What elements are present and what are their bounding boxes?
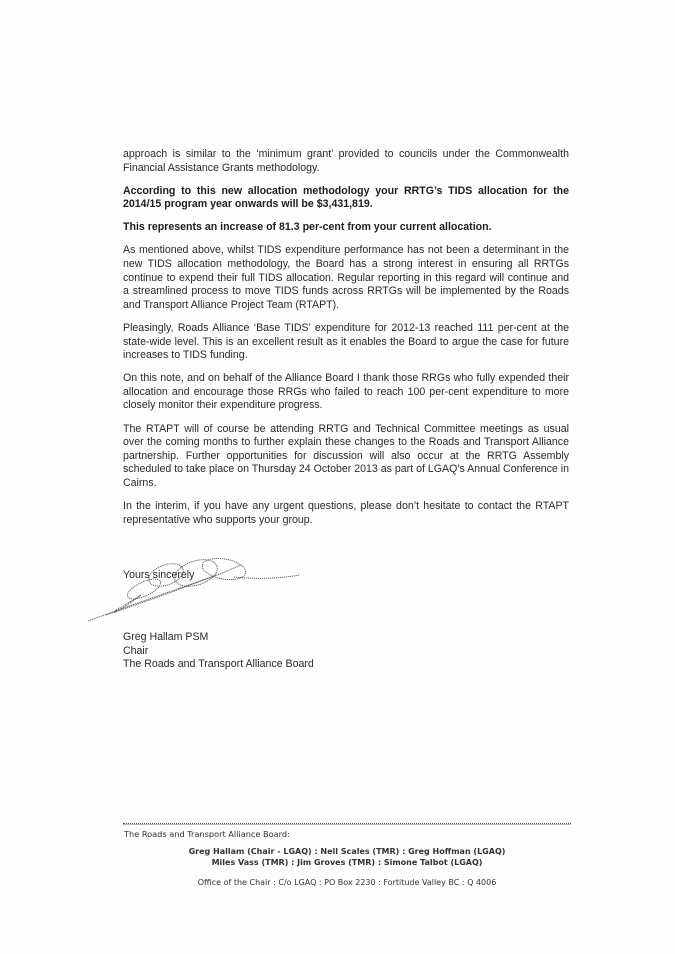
paragraph-thanks: On this note, and on behalf of the Alliance Board I thank those RRGs who fully expended their allocation and encourage those RRGs who failed to reach 100 per-cent expenditure to more closely monitor their expenditure progress. bbox=[123, 372, 569, 412]
footer-address: Office of the Chair : C/o LGAQ : PO Box 2230 : Fortitude Valley BC : Q 4006 bbox=[197, 878, 497, 887]
signature-block bbox=[123, 631, 314, 672]
signatory-name: Greg Hallam PSM bbox=[123, 631, 209, 643]
signatory-title: Chair bbox=[123, 644, 149, 657]
paragraph-increase: This represents an increase of 81.3 per-cent from your current allocation. bbox=[123, 221, 492, 234]
signature-icon bbox=[86, 555, 306, 630]
paragraph-methodology: approach is similar to the ‘minimum grant’ provided to councils under the Commonwealth Financial Assistance Grants methodology. bbox=[123, 148, 569, 174]
footer-members bbox=[123, 847, 571, 868]
footer-title: The Roads and Transport Alliance Board: bbox=[124, 829, 290, 839]
paragraph-base-tids: Pleasingly, Roads Alliance ‘Base TIDS’ expenditure for 2012-13 reached 111 per-cent at the state-wide level. This is an excellent result as it enables the Board to argue the case for future increases to TIDS funding. bbox=[123, 321, 569, 362]
closing-salutation: Yours sincerely bbox=[123, 569, 195, 581]
footer-divider-shade bbox=[123, 824, 571, 825]
footer-members-row: Miles Vass (TMR) : Jim Groves (TMR) : Simone Talbot (LGAQ) bbox=[211, 857, 483, 867]
paragraph-expenditure-performance: As mentioned above, whilst TIDS expenditure performance has not been a determinant in the new TIDS allocation methodology, the Board has a strong interest in ensuring all RRTGs continue to expend their full TIDS allocation. Regular reporting in this regard will continue and a streamlined process to move TIDS funds across RRTGs will be implemented by the Roads and Transport Alliance Project Team (RTAPT). bbox=[123, 244, 569, 311]
footer-members-row: Greg Hallam (Chair - LGAQ) : Neil Scales (TMR) : Greg Hoffman (LGAQ) bbox=[188, 847, 506, 856]
letter-body bbox=[123, 148, 569, 537]
signatory-organisation: The Roads and Transport Alliance Board bbox=[123, 658, 314, 671]
paragraph-meetings: The RTAPT will of course be attending RRTG and Technical Committee meetings as usual over the coming months to further explain these changes to the Roads and Transport Alliance partnership. Further opportunities for discussion will also occur at the RRTG Assembly scheduled to take place on Thursday 24 October 2013 as part of LGAQ’s Annual Conference in Cairns. bbox=[123, 422, 570, 489]
paragraph-contact: In the interim, if you have any urgent questions, please don’t hesitate to contact the RTAPT representative who supports your group. bbox=[123, 499, 569, 526]
paragraph-allocation-amount: According to this new allocation methodology your RRTG’s TIDS allocation for the 2014/15 program year onwards will be $3,431,819. bbox=[123, 184, 569, 211]
